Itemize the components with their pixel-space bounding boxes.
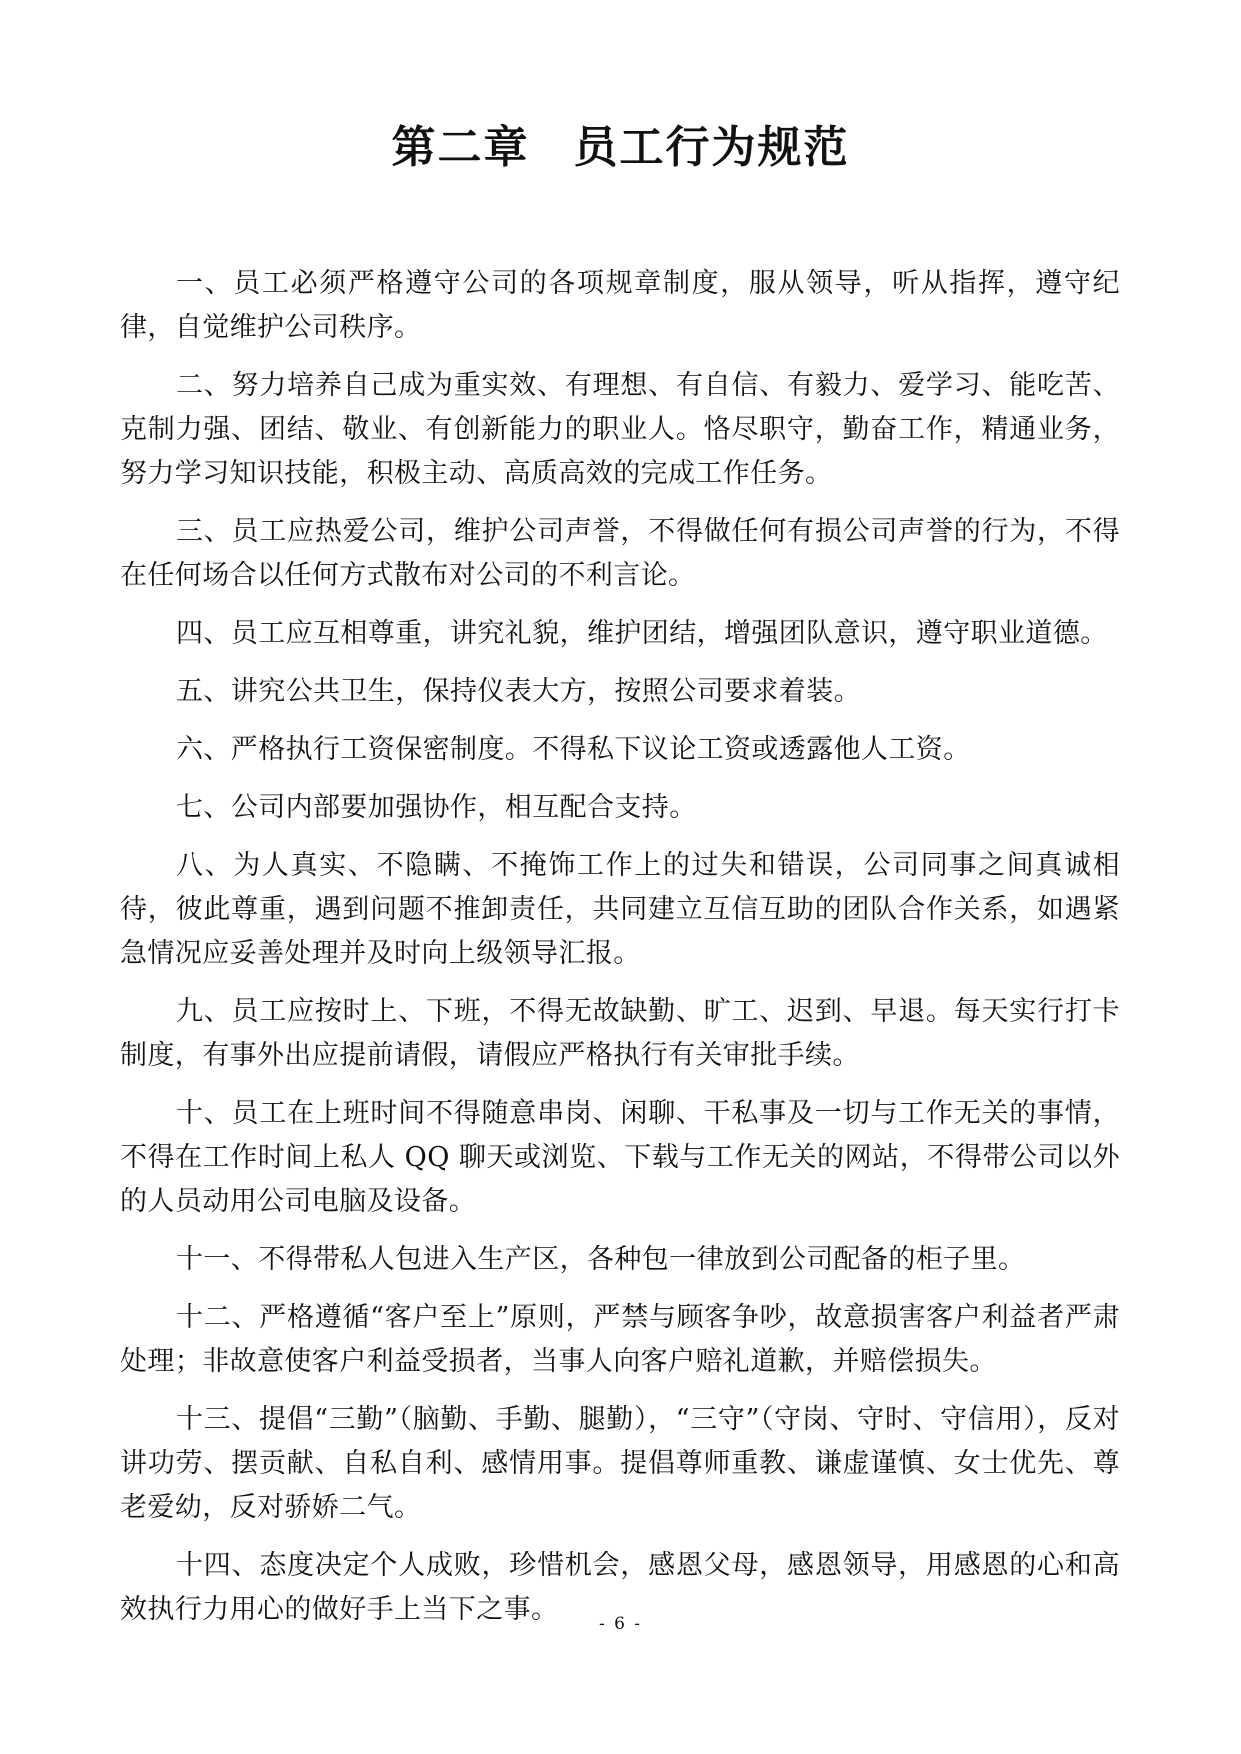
rule-paragraph-7: 七、公司内部要加强协作，相互配合支持。	[176, 792, 697, 823]
rule-paragraph-2: 二、努力培养自己成为重实效、有理想、有自信、有毅力、爱学习、能吃苦、克制力强、团结、敬业、有创新能力的职业人。恪尽职守，勤奋工作，精通业务，努力学习知识技能，积极主动、高质高效的完成工作任务。	[120, 370, 1120, 489]
rule-paragraph-3: 三、员工应热爱公司，维护公司声誉，不得做任何有损公司声誉的行为，不得在任何场合以任何方式散布对公司的不利言论。	[120, 516, 1120, 591]
chapter-number: 第二章	[391, 122, 530, 173]
rule-paragraph-5: 五、讲究公共卫生，保持仪表大方，按照公司要求着装。	[176, 676, 861, 707]
rule-paragraph-9: 九、员工应按时上、下班，不得无故缺勤、旷工、迟到、早退。每天实行打卡制度，有事外出应提前请假，请假应严格执行有关审批手续。	[120, 996, 1120, 1071]
chapter-title	[0, 118, 1241, 178]
chapter-name: 员工行为规范	[573, 122, 850, 173]
rule-paragraph-1: 一、员工必须严格遵守公司的各项规章制度，服从领导，听从指挥，遵守纪律，自觉维护公司秩序。	[120, 268, 1120, 343]
rule-paragraph-6: 六、严格执行工资保密制度。不得私下议论工资或透露他人工资。	[176, 734, 971, 765]
rule-paragraph-11: 十一、不得带私人包进入生产区，各种包一律放到公司配备的柜子里。	[176, 1244, 1026, 1275]
rule-paragraph-14: 十四、态度决定个人成败，珍惜机会，感恩父母，感恩领导，用感恩的心和高效执行力用心的做好手上当下之事。	[120, 1550, 1120, 1625]
rule-paragraph-13: 十三、提倡“三勤”（脑勤、手勤、腿勤），“三守”（守岗、守时、守信用），反对讲功劳、摆贡献、自私自利、感情用事。提倡尊师重教、谦虚谨慎、女士优先、尊老爱幼，反对骄娇二气。	[120, 1404, 1120, 1523]
rule-paragraph-8: 八、为人真实、不隐瞒、不掩饰工作上的过失和错误，公司同事之间真诚相待，彼此尊重，遇到问题不推卸责任，共同建立互信互助的团队合作关系，如遇紧急情况应妥善处理并及时向上级领导汇报。	[120, 850, 1120, 969]
rules-body	[120, 262, 1120, 1632]
rule-paragraph-12: 十二、严格遵循“客户至上”原则，严禁与顾客争吵，故意损害客户利益者严肃处理；非故意使客户利益受损者，当事人向客户赔礼道歉，并赔偿损失。	[120, 1302, 1120, 1377]
page-number: - 6 -	[598, 1614, 643, 1634]
rule-paragraph-10: 十、员工在上班时间不得随意串岗、闲聊、干私事及一切与工作无关的事情，不得在工作时间上私人 QQ 聊天或浏览、下载与工作无关的网站，不得带公司以外的人员动用公司电脑及设备。	[120, 1098, 1120, 1217]
rule-paragraph-4: 四、员工应互相尊重，讲究礼貌，维护团结，增强团队意识，遵守职业道德。	[176, 618, 1108, 649]
